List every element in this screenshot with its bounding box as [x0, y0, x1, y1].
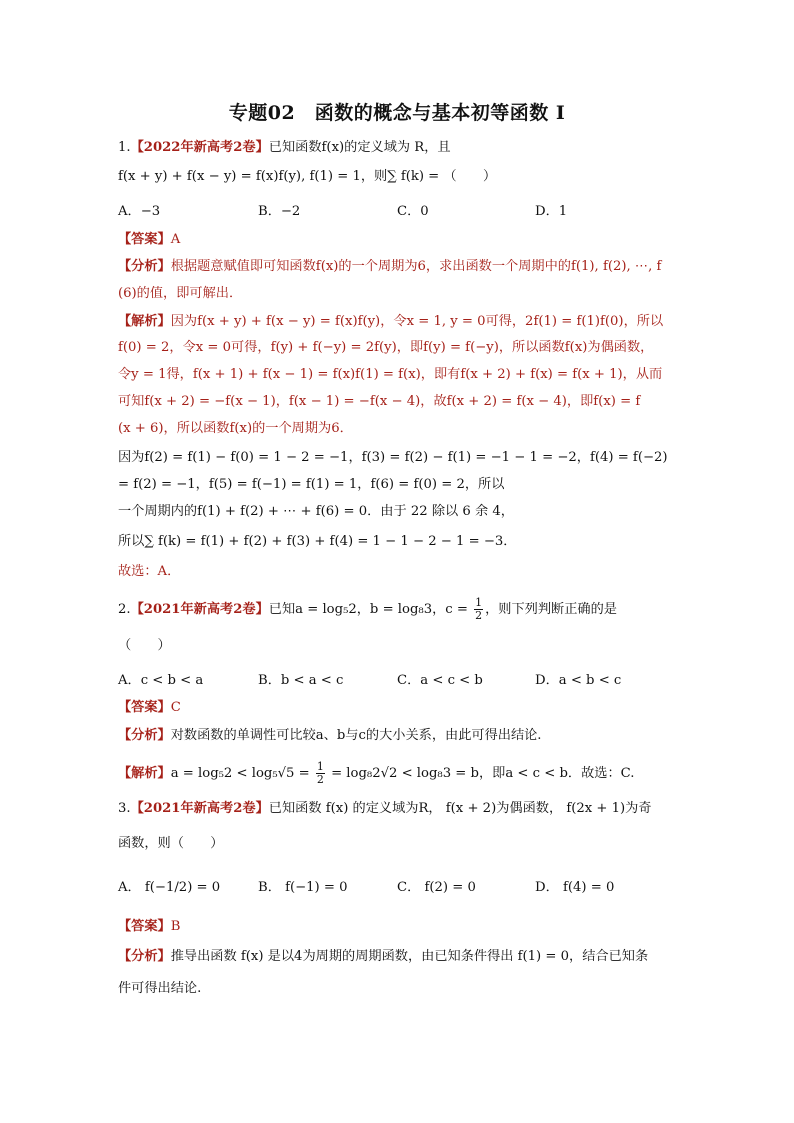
q2-solution-fraction — [316, 761, 325, 786]
q2-fraction-numerator: 1 — [475, 596, 483, 609]
q1-calc-line3: 一个周期内的f(1) + f(2) + ⋯ + f(6) = 0．由于 22 除以 6 余 4， — [118, 504, 514, 519]
q3-stem-line1 — [118, 799, 718, 819]
q2-source: 【2021年新高考2卷】 — [130, 602, 269, 617]
q2-solution-text-a: a = log₅2 < log₅√5 = — [170, 766, 314, 781]
q2-fraction-denominator: 2 — [475, 609, 483, 622]
q3-option-d: D． f(4) = 0 — [535, 880, 615, 895]
q1-analysis-line1 — [118, 257, 718, 277]
q3-option-a: A． f(−1/2) = 0 — [118, 880, 221, 895]
q2-solution-fraction-numerator: 1 — [316, 760, 324, 773]
q3-analysis-label: 【分析】 — [118, 949, 171, 964]
q1-option-d: D．1 — [535, 204, 568, 219]
q1-stem-line1 — [118, 138, 718, 158]
q2-solution-text-b: = log₈2√2 < log₈3 = b，即a < c < b．故选：C. — [326, 766, 635, 781]
q2-analysis-text: 对数函数的单调性可比较a、b与c的大小关系，由此可得出结论. — [170, 728, 542, 743]
q1-calc-line2: = f(2) = −1，f(5) = f(−1) = f(1) = 1，f(6) = f(0) = 2，所以 — [118, 477, 505, 492]
q1-option-b: B．−2 — [258, 204, 301, 219]
q2-fraction — [474, 597, 483, 622]
q3-option-b: B． f(−1) = 0 — [258, 880, 348, 895]
q3-analysis-line2: 件可得出结论. — [118, 981, 202, 996]
q1-answer — [118, 230, 718, 250]
q1-option-c: C．0 — [397, 204, 429, 219]
q3-option-c: C． f(2) = 0 — [397, 880, 476, 895]
q2-option-a: A．c < b < a — [118, 673, 204, 688]
q1-number: 1. — [118, 140, 131, 155]
q1-analysis-label: 【分析】 — [118, 259, 171, 274]
q2-stem-line1 — [118, 597, 718, 622]
q1-stem-text: 已知函数f(x)的定义域为 R，且 — [268, 140, 451, 155]
q2-stem-text-a: 已知a = log₅2，b = log₈3，c = — [268, 602, 473, 617]
q1-source: 【2022年新高考2卷】 — [130, 140, 269, 155]
q1-answer-value: A — [170, 232, 181, 247]
q2-stem-text-b: ，则下列判断正确的是 — [485, 602, 617, 617]
page-title: 专题02 函数的概念与基本初等函数 Ⅰ — [228, 102, 566, 124]
q3-answer — [118, 917, 718, 937]
q2-solution — [118, 761, 718, 786]
q1-solution-line1 — [118, 312, 718, 332]
q1-analysis-text: 根据题意赋值即可知函数f(x)的一个周期为6，求出函数一个周期中的f(1), f(2), ⋯, f — [170, 259, 662, 274]
q1-solution-line4: 可知f(x + 2) = −f(x − 1)，f(x − 1) = −f(x − 4)，故f(x + 2) = f(x − 4)，即f(x) = f — [118, 394, 641, 409]
q1-option-a: A．−3 — [118, 204, 161, 219]
q3-stem-text: 已知函数 f(x) 的定义域为R， f(x + 2)为偶函数， f(2x + 1)为奇 — [268, 801, 652, 816]
q2-solution-fraction-denominator: 2 — [316, 773, 324, 786]
q2-number: 2. — [118, 602, 131, 617]
q2-analysis — [118, 726, 718, 746]
q3-analysis-text: 推导出函数 f(x) 是以4为周期的周期函数，由已知条件得出 f(1) = 0，结合已知条 — [170, 949, 649, 964]
q1-calc-line4: 所以∑ f(k) = f(1) + f(2) + f(3) + f(4) = 1 − 1 − 2 − 1 = −3． — [118, 534, 517, 549]
q2-solution-label: 【解析】 — [118, 766, 171, 781]
q3-answer-label: 【答案】 — [118, 919, 171, 934]
q2-option-c: C．a < c < b — [397, 673, 483, 688]
q2-option-b: B．b < a < c — [258, 673, 344, 688]
q1-stem-line2 — [118, 167, 718, 187]
q1-solution-line3: 令y = 1得，f(x + 1) + f(x − 1) = f(x)f(1) = f(x)，即有f(x + 2) + f(x) = f(x + 1)，从而 — [118, 367, 663, 382]
q2-answer — [118, 698, 718, 718]
q2-option-d: D．a < b < c — [535, 673, 622, 688]
q3-stem-line2: 函数，则（ ） — [118, 836, 224, 851]
q1-solution-line5: (x + 6)，所以函数f(x)的一个周期为6． — [118, 421, 353, 436]
q1-stem-formula: f(x + y) + f(x − y) = f(x)f(y), f(1) = 1，则∑ f(k) = （ ） — [118, 169, 497, 184]
q2-paren: （ ） — [118, 638, 171, 653]
q1-analysis-line2: (6)的值，即可解出． — [118, 286, 243, 301]
q1-solution-text: 因为f(x + y) + f(x − y) = f(x)f(y)，令x = 1, y = 0可得，2f(1) = f(1)f(0)，所以 — [170, 314, 664, 329]
q1-answer-label: 【答案】 — [118, 232, 171, 247]
q2-answer-value: C — [170, 700, 181, 715]
q3-source: 【2021年新高考2卷】 — [130, 801, 269, 816]
q2-answer-label: 【答案】 — [118, 700, 171, 715]
q1-solution-label: 【解析】 — [118, 314, 171, 329]
q2-analysis-label: 【分析】 — [118, 728, 171, 743]
q3-number: 3. — [118, 801, 131, 816]
q1-solution-line2: f(0) = 2，令x = 0可得，f(y) + f(−y) = 2f(y)，即f(y) = f(−y)，所以函数f(x)为偶函数， — [118, 340, 654, 355]
q1-calc-line1: 因为f(2) = f(1) − f(0) = 1 − 2 = −1，f(3) = f(2) − f(1) = −1 − 1 = −2，f(4) = f(−2) — [118, 450, 668, 465]
q1-conclusion: 故选：A． — [118, 564, 181, 579]
q3-answer-value: B — [170, 919, 181, 934]
q3-analysis-line1 — [118, 947, 718, 967]
